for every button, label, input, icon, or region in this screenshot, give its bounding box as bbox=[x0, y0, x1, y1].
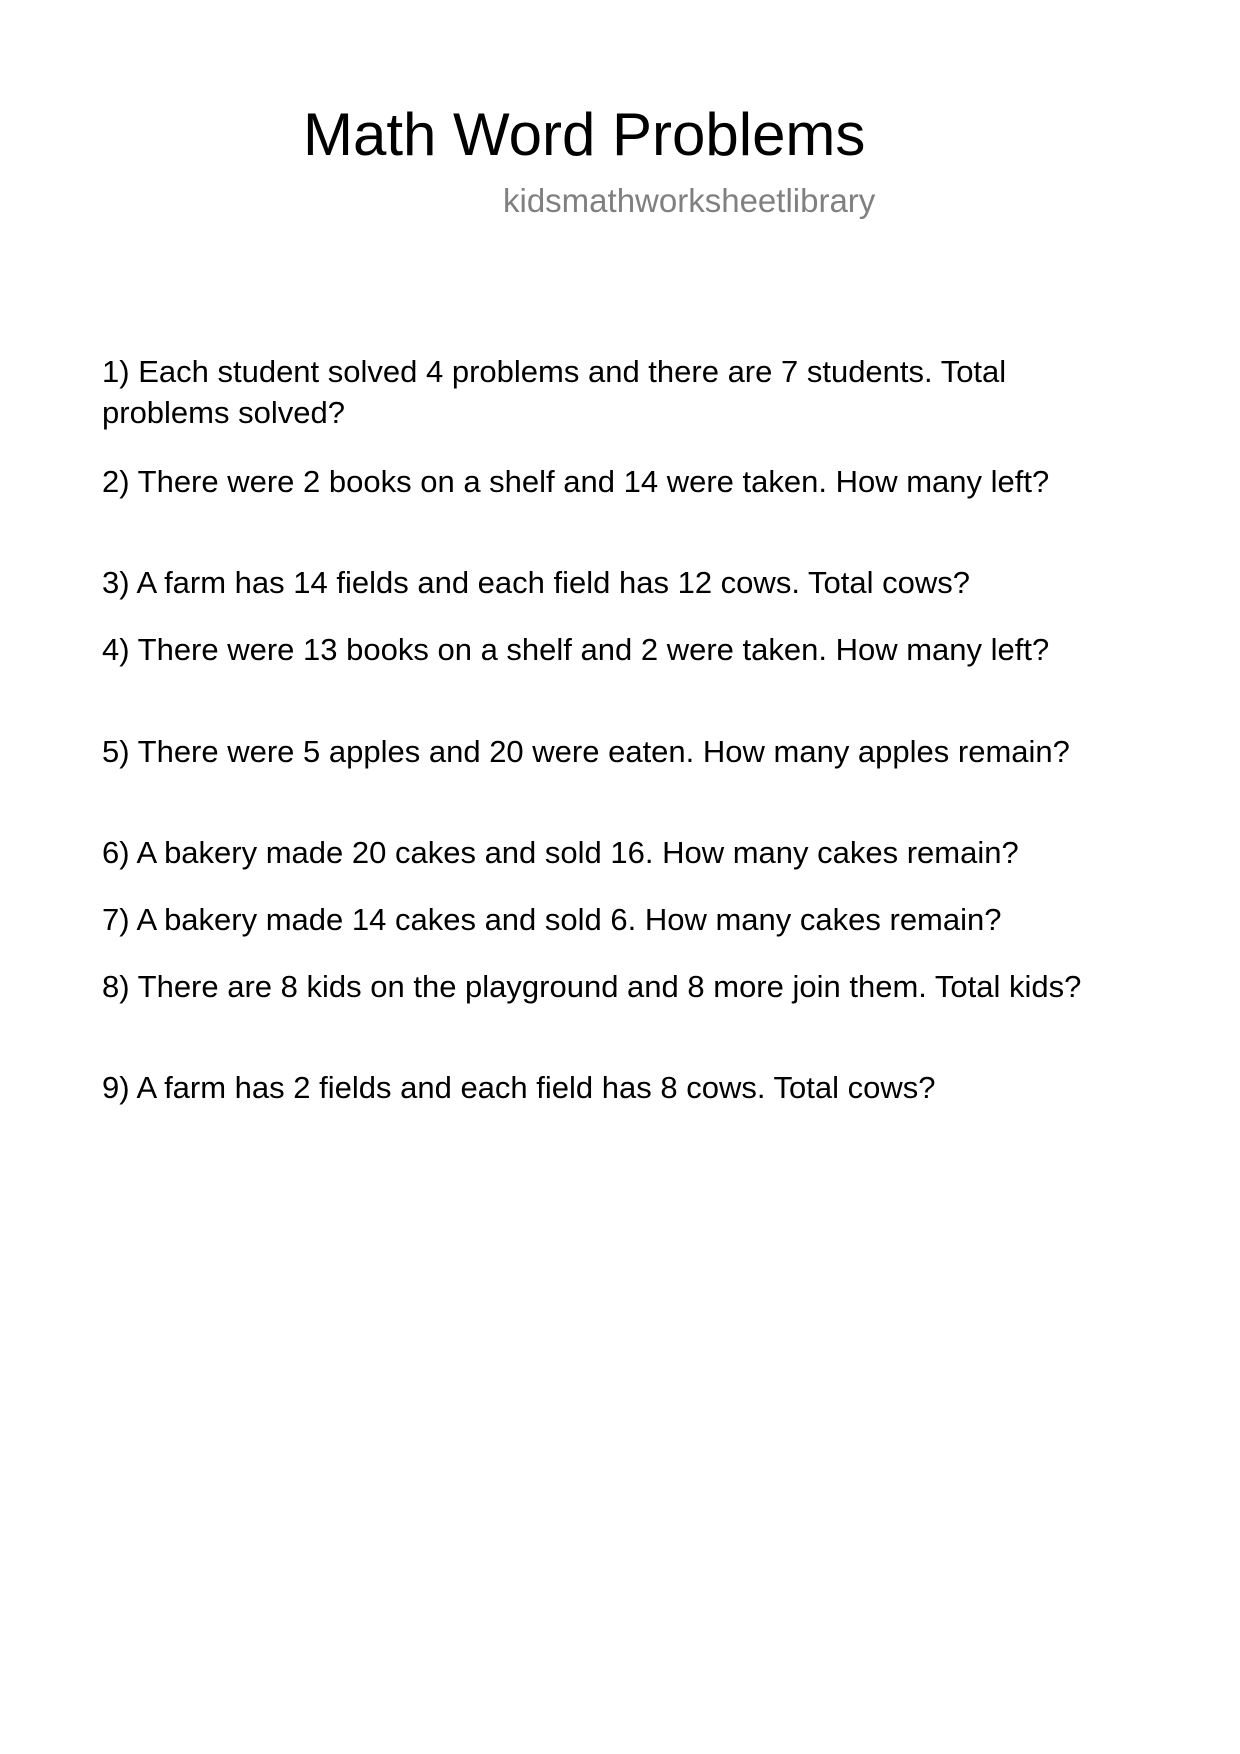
page-title: Math Word Problems bbox=[303, 101, 866, 168]
problem-item bbox=[102, 899, 1142, 940]
problem-item bbox=[102, 461, 1142, 502]
page-subtitle: kidsmathworksheetlibrary bbox=[503, 182, 876, 219]
problem-item bbox=[102, 351, 1142, 433]
problem-number: 3) bbox=[102, 565, 130, 600]
problem-text: There were 2 books on a shelf and 14 were taken. How many left? bbox=[137, 464, 1050, 499]
problem-item bbox=[102, 731, 1142, 772]
problem-number: 2) bbox=[102, 464, 130, 499]
problem-item bbox=[102, 1067, 1142, 1108]
problem-number: 8) bbox=[102, 969, 130, 1004]
problem-text: There were 5 apples and 20 were eaten. How many apples remain? bbox=[137, 734, 1070, 769]
problem-text: A bakery made 20 cakes and sold 16. How many cakes remain? bbox=[136, 835, 1019, 870]
problem-item bbox=[102, 629, 1142, 670]
problem-text: A farm has 14 fields and each field has 12 cows. Total cows? bbox=[136, 565, 970, 600]
problem-number: 6) bbox=[102, 835, 130, 870]
problem-item bbox=[102, 966, 1142, 1007]
problem-number: 7) bbox=[102, 902, 130, 937]
problem-number: 5) bbox=[102, 734, 130, 769]
problem-number: 4) bbox=[102, 632, 130, 667]
problem-text: Each student solved 4 problems and there are 7 students. Total problems solved? bbox=[102, 354, 1007, 430]
problem-text: There are 8 kids on the playground and 8 more join them. Total kids? bbox=[137, 969, 1082, 1004]
problem-number: 1) bbox=[102, 354, 130, 389]
problem-text: A bakery made 14 cakes and sold 6. How many cakes remain? bbox=[136, 902, 1002, 937]
problem-number: 9) bbox=[102, 1070, 130, 1105]
problem-item bbox=[102, 832, 1142, 873]
problem-text: A farm has 2 fields and each field has 8 cows. Total cows? bbox=[136, 1070, 936, 1105]
problem-text: There were 13 books on a shelf and 2 were taken. How many left? bbox=[137, 632, 1050, 667]
problem-item bbox=[102, 562, 1142, 603]
